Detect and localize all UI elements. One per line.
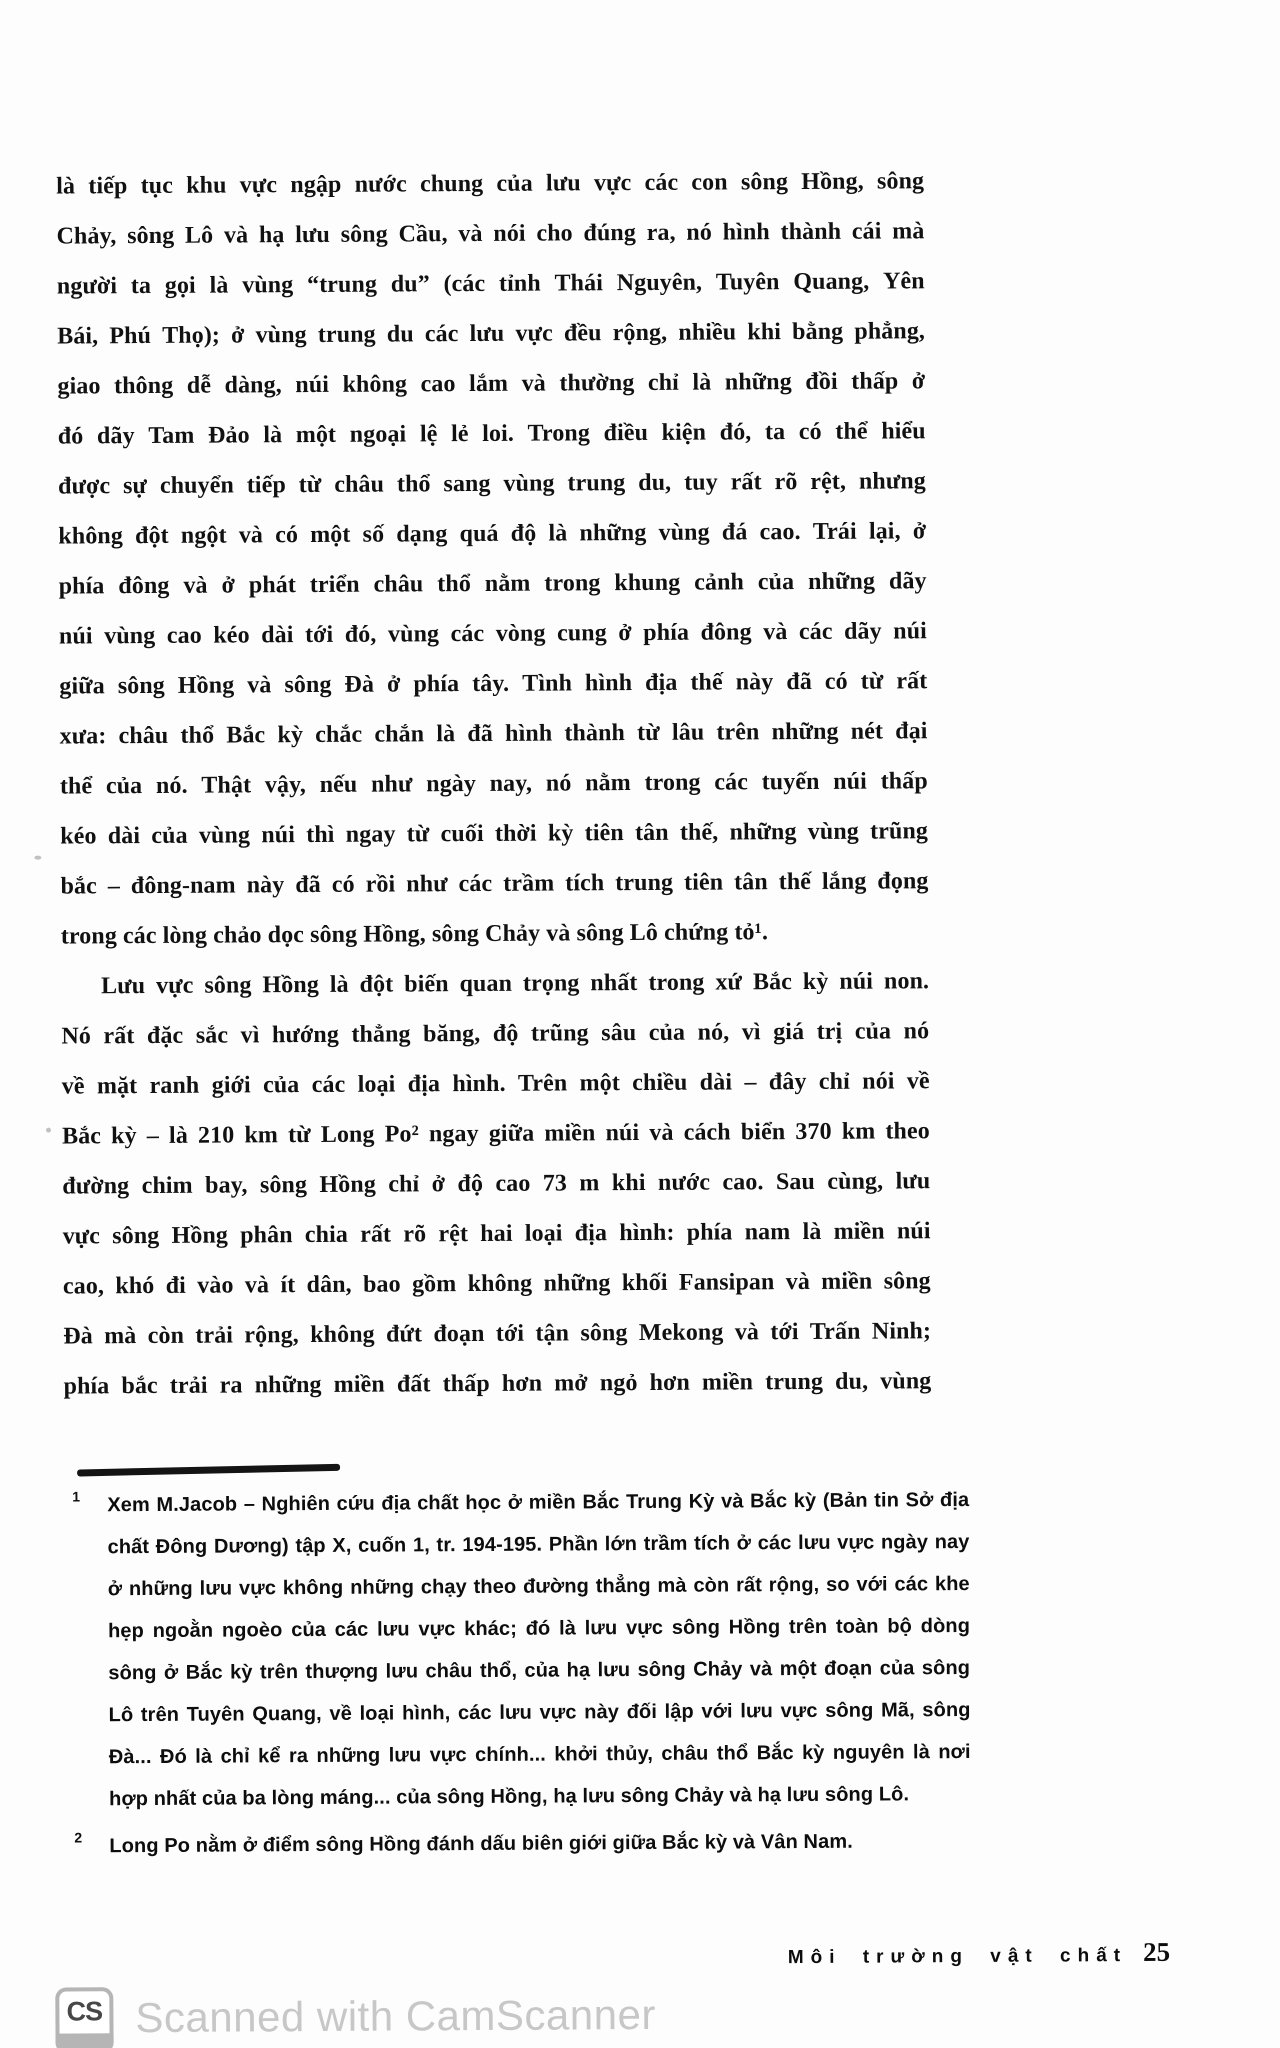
footnote-item xyxy=(64,1820,974,1868)
footnote-line: Xem M.Jacob – Nghiên cứu địa chất học ở miền Bắc Trung Kỳ và Bắc kỳ (Bản tin Sở địa xyxy=(107,1488,970,1517)
body-line: phía đông và ở phát triển châu thổ nằm trong khung cảnh của những dãy xyxy=(58,568,927,600)
footnote-line: Long Po nằm ở điểm sông Hồng đánh dấu biên giới giữa Bắc kỳ và Vân Nam. xyxy=(109,1830,853,1858)
footnote-marker: 2 xyxy=(74,1829,83,1846)
camscanner-logo-text: CS xyxy=(66,1996,103,2027)
body-line: là tiếp tục khu vực ngập nước chung của lưu vực các con sông Hồng, sông xyxy=(56,168,925,200)
footnote-lines xyxy=(107,1479,971,1820)
footnote-line: hợp nhất của ba lòng máng... của sông Hồng, hạ lưu sông Chảy và hạ lưu sông Lô. xyxy=(109,1783,910,1811)
body-line: xưa: châu thổ Bắc kỳ chắc chắn là đã hình thành từ lâu trên những nét đại xyxy=(59,718,928,750)
camscanner-text: Scanned with CamScanner xyxy=(135,1990,657,2042)
body-line: Nó rất đặc sắc vì hướng thẳng băng, độ trũng sâu của nó, vì giá trị của nó xyxy=(61,1018,930,1050)
running-title: Môi trường vật chất xyxy=(787,1945,1128,1969)
body-line: vực sông Hồng phân chia rất rõ rệt hai loại địa hình: phía nam là miền núi xyxy=(62,1218,931,1250)
body-line: về mặt ranh giới của các loại địa hình. Trên một chiều dài – đây chỉ nói về xyxy=(61,1068,930,1100)
footnote-line: hẹp ngoằn ngoèo của các lưu vực khác; đó là lưu vực sông Hồng trên toàn bộ dòng xyxy=(108,1614,971,1643)
camscanner-logo-icon xyxy=(55,1987,113,2048)
body-line: núi vùng cao kéo dài tới đó, vùng các vòng cung ở phía đông và các dãy núi xyxy=(58,618,927,650)
body-text xyxy=(56,156,932,1411)
footnote-item xyxy=(62,1479,974,1821)
camscanner-watermark xyxy=(55,1984,656,2048)
footnote-line: sông ở Bắc kỳ trên thượng lưu châu thổ, của hạ lưu sông Chảy và một đoạn của sông xyxy=(108,1656,971,1685)
body-line: cao, khó đi vào và ít dân, bao gồm không những khối Fansipan và miền sông xyxy=(62,1268,931,1300)
body-line: trong các lòng chảo dọc sông Hồng, sông Chảy và sông Lô chứng tỏ¹. xyxy=(60,919,769,950)
body-line: thể của nó. Thật vậy, nếu như ngày nay, nó nằm trong các tuyến núi thấp xyxy=(59,768,928,800)
footnotes xyxy=(62,1479,974,1868)
footnote-line: chất Đông Dương) tập X, cuốn 1, tr. 194-195. Phần lớn trầm tích ở các lưu vực ngày nay xyxy=(107,1530,970,1559)
scan-artifact-speck xyxy=(34,856,41,860)
body-line: kéo dài của vùng núi thì ngay từ cuối thời kỳ tiên tân thế, những vùng trũng xyxy=(60,818,929,850)
scan-artifact-speck xyxy=(46,1128,51,1133)
footnote-line: Đà... Đó là chỉ kể ra những lưu vực chính... khởi thủy, châu thổ Bắc kỳ nguyên là nơi xyxy=(108,1740,971,1769)
body-line: đó dãy Tam Đảo là một ngoại lệ lẻ loi. Trong điều kiện đó, ta có thể hiểu xyxy=(57,418,926,450)
body-line: giao thông dễ dàng, núi không cao lắm và thường chỉ là những đồi thấp ở xyxy=(57,368,926,400)
footnote-marker: 1 xyxy=(72,1488,81,1505)
body-line: Đà mà còn trải rộng, không đứt đoạn tới tận sông Mekong và tới Trấn Ninh; xyxy=(63,1318,932,1350)
body-line: Lưu vực sông Hồng là đột biến quan trọng nhất trong xứ Bắc kỳ núi non. xyxy=(101,968,930,1000)
body-line: bắc – đông-nam này đã có rồi như các trầm tích trung tiên tân thế lắng đọng xyxy=(60,868,929,900)
body-line: được sự chuyển tiếp từ châu thổ sang vùng trung du, tuy rất rõ rệt, nhưng xyxy=(58,468,926,500)
page-number: 25 xyxy=(1142,1936,1171,1967)
body-line: phía bắc trải ra những miền đất thấp hơn mở ngỏ hơn miền trung du, vùng xyxy=(63,1368,932,1400)
footnote-line: Lô trên Tuyên Quang, về loại hình, các lưu vực này đối lập với lưu vực sông Mã, sông xyxy=(108,1698,971,1727)
footnote-separator-rule xyxy=(77,1464,340,1477)
body-line: giữa sông Hồng và sông Đà ở phía tây. Tình hình địa thế này đã có từ rất xyxy=(59,668,928,700)
page-footer xyxy=(788,1935,1171,1975)
footnote-lines xyxy=(109,1820,971,1867)
footnote-line: ở những lưu vực không những chạy theo đường thẳng mà còn rất rộng, so với các khe xyxy=(107,1572,970,1601)
body-line: không đột ngột và có một số dạng quá độ là những vùng đá cao. Trái lại, ở xyxy=(58,518,927,550)
camscanner-logo-bar xyxy=(56,2033,114,2048)
body-line: đường chim bay, sông Hồng chỉ ở độ cao 73 m khi nước cao. Sau cùng, lưu xyxy=(62,1168,931,1200)
body-line: Bái, Phú Thọ); ở vùng trung du các lưu vực đều rộng, nhiều khi bằng phẳng, xyxy=(57,318,926,350)
body-line: Chảy, sông Lô và hạ lưu sông Cầu, và nói cho đúng ra, nó hình thành cái mà xyxy=(56,218,925,250)
body-line: Bắc kỳ – là 210 km từ Long Po² ngay giữa miền núi và cách biển 370 km theo xyxy=(61,1118,930,1150)
body-line: người ta gọi là vùng “trung du” (các tỉnh Thái Nguyên, Tuyên Quang, Yên xyxy=(56,268,925,300)
